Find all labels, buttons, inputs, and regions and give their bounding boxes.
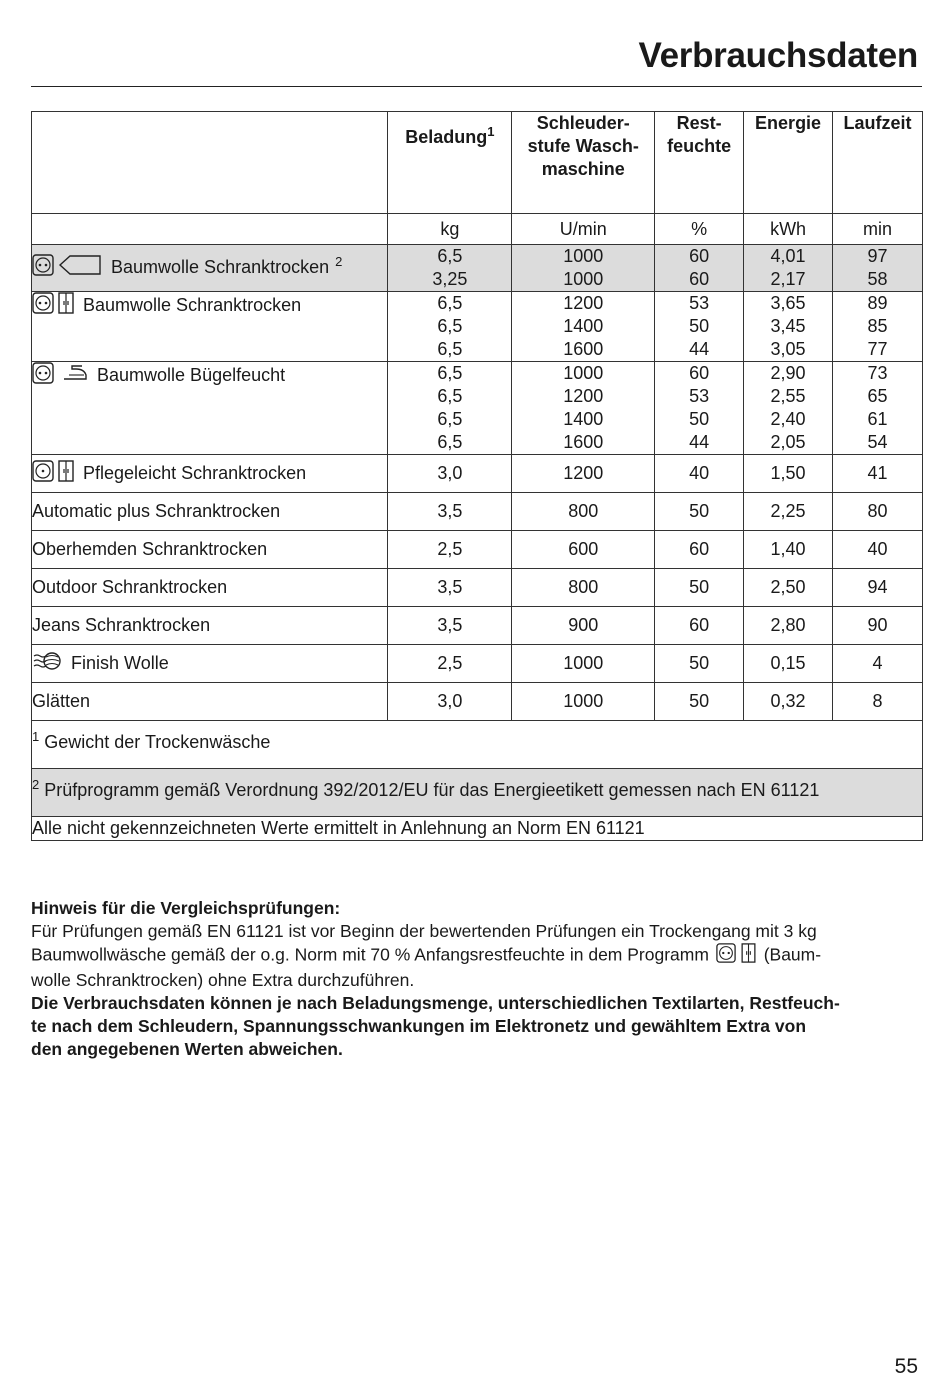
cell-beladung: 3,5 xyxy=(388,493,512,531)
program-name: Baumwolle Bügelfeucht xyxy=(97,364,286,385)
cell-beladung: 6,5 6,5 6,5 6,5 xyxy=(388,362,512,455)
cell-energie: 4,01 2,17 xyxy=(744,245,833,292)
program-cell xyxy=(32,455,388,493)
table-row xyxy=(32,292,923,362)
cell-laufzeit: 90 xyxy=(833,607,923,645)
cell-energie: 2,50 xyxy=(744,569,833,607)
cell-rest: 40 xyxy=(655,455,744,493)
iron-icon xyxy=(62,363,88,389)
table-row xyxy=(32,455,923,493)
unit-program xyxy=(32,214,388,245)
cell-laufzeit: 73 65 61 54 xyxy=(833,362,923,455)
program-cell xyxy=(32,292,388,362)
cell-energie: 2,80 xyxy=(744,607,833,645)
table-row xyxy=(32,245,923,292)
table-row xyxy=(32,569,923,607)
cell-beladung: 6,5 3,25 xyxy=(388,245,512,292)
cell-schleuder: 600 xyxy=(512,531,655,569)
cell-rest: 50 xyxy=(655,493,744,531)
cell-laufzeit: 94 xyxy=(833,569,923,607)
note-bold-3: den angegebenen Werten abweichen. xyxy=(31,1039,343,1059)
unit-energie: kWh xyxy=(744,214,833,245)
cell-rest: 60 53 50 44 xyxy=(655,362,744,455)
footnote-3: Alle nicht gekennzeichneten Werte ermittelt in Anlehnung an Norm EN 61121 xyxy=(32,817,923,841)
cell-beladung: 3,5 xyxy=(388,569,512,607)
note-heading: Hinweis für die Vergleichsprüfungen: xyxy=(31,898,341,918)
header-schleuder: Schleuder- stufe Wasch- maschine xyxy=(512,112,655,214)
cell-energie: 0,32 xyxy=(744,683,833,721)
cell-schleuder: 800 xyxy=(512,493,655,531)
cell-energie: 3,65 3,45 3,05 xyxy=(744,292,833,362)
program-name: Finish Wolle xyxy=(71,652,169,673)
program-name: Oberhemden Schranktrocken xyxy=(32,531,388,569)
cell-laufzeit: 8 xyxy=(833,683,923,721)
cell-energie: 2,25 xyxy=(744,493,833,531)
cell-laufzeit: 80 xyxy=(833,493,923,531)
title-rule xyxy=(31,86,922,87)
cell-schleuder: 1200 xyxy=(512,455,655,493)
note-bold-2: te nach dem Schleudern, Spannungsschwankungen im Elektronetz und gewähltem Extra von xyxy=(31,1016,807,1036)
program-name: Jeans Schranktrocken xyxy=(32,607,388,645)
cell-beladung: 3,5 xyxy=(388,607,512,645)
table-row xyxy=(32,645,923,683)
cell-energie: 0,15 xyxy=(744,645,833,683)
footnote-1: $^1$ Gewicht der Trockenwäsche xyxy=(32,721,923,769)
cell-beladung: 2,5 xyxy=(388,645,512,683)
cell-laufzeit: 41 xyxy=(833,455,923,493)
table-header-row xyxy=(32,112,923,214)
footnote-row xyxy=(32,769,923,817)
footnote-2: $^2$ Prüfprogramm gemäß Verordnung 392/2012/EU für das Energieetikett gemessen nach EN 61121 xyxy=(32,769,923,817)
unit-laufzeit: min xyxy=(833,214,923,245)
cell-beladung: 6,5 6,5 6,5 xyxy=(388,292,512,362)
cell-laufzeit: 4 xyxy=(833,645,923,683)
note-line-3: wolle Schranktrocken) ohne Extra durchzuführen. xyxy=(31,970,415,990)
header-energie: Energie xyxy=(744,112,833,214)
dot-circle-icon xyxy=(32,292,54,320)
cell-rest: 50 xyxy=(655,569,744,607)
program-name: Baumwolle Schranktrocken xyxy=(83,294,302,315)
cell-energie: 2,90 2,55 2,40 2,05 xyxy=(744,362,833,455)
program-cell xyxy=(32,645,388,683)
cell-rest: 60 xyxy=(655,531,744,569)
cell-rest: 60 xyxy=(655,607,744,645)
wardrobe-icon xyxy=(58,292,74,320)
header-program xyxy=(32,112,388,214)
note-line-2: Baumwollwäsche gemäß der o.g. Norm mit 70 % Anfangsrestfeuchte in dem Programm (Baum- xyxy=(31,943,923,969)
header-laufzeit: Laufzeit xyxy=(833,112,923,214)
footnote-row xyxy=(32,817,923,841)
cell-laufzeit: 89 85 77 xyxy=(833,292,923,362)
unit-rest: % xyxy=(655,214,744,245)
dot-circle-icon xyxy=(32,362,54,390)
program-cell: Baumwolle Schranktrocken $^2$ xyxy=(32,245,388,292)
table-units-row xyxy=(32,214,923,245)
note-line-1: Für Prüfungen gemäß EN 61121 ist vor Beginn der bewertenden Prüfungen ein Trockengang mit 3 kg xyxy=(31,921,817,941)
cell-laufzeit: 40 xyxy=(833,531,923,569)
header-restfeuchte: Rest- feuchte xyxy=(655,112,744,214)
table-row xyxy=(32,683,923,721)
program-name: Baumwolle Schranktrocken xyxy=(111,256,330,277)
consumption-table xyxy=(31,111,923,841)
program-cell xyxy=(32,362,388,455)
table-row xyxy=(32,493,923,531)
header-beladung: Beladung$^1$ xyxy=(388,112,512,214)
wool-icon xyxy=(32,651,62,677)
cell-schleuder: 1000 xyxy=(512,683,655,721)
footnote-row xyxy=(32,721,923,769)
cell-energie: 1,40 xyxy=(744,531,833,569)
cell-energie: 1,50 xyxy=(744,455,833,493)
dot-circle-icon xyxy=(716,943,736,969)
cell-rest: 53 50 44 xyxy=(655,292,744,362)
unit-schleuder: U/min xyxy=(512,214,655,245)
cell-schleuder: 1200 1400 1600 xyxy=(512,292,655,362)
cell-rest: 50 xyxy=(655,683,744,721)
cell-schleuder: 800 xyxy=(512,569,655,607)
cell-laufzeit: 97 58 xyxy=(833,245,923,292)
cell-rest: 50 xyxy=(655,645,744,683)
cell-beladung: 3,0 xyxy=(388,683,512,721)
wardrobe-icon xyxy=(741,943,756,969)
cell-beladung: 2,5 xyxy=(388,531,512,569)
eco-icon xyxy=(58,254,102,282)
note-bold-1: Die Verbrauchsdaten können je nach Beladungsmenge, unterschiedlichen Textilarten, Restfeuch- xyxy=(31,993,840,1013)
page-number: 55 xyxy=(894,1355,918,1378)
dot-circle-icon xyxy=(32,254,54,282)
table-row xyxy=(32,607,923,645)
program-name: Outdoor Schranktrocken xyxy=(32,569,388,607)
wardrobe-icon xyxy=(58,460,74,488)
page-title: Verbrauchsdaten xyxy=(638,36,918,75)
program-name: Pflegeleicht Schranktrocken xyxy=(83,462,307,483)
cell-rest: 60 60 xyxy=(655,245,744,292)
cell-schleuder: 1000 1200 1400 1600 xyxy=(512,362,655,455)
single-dot-circle-icon xyxy=(32,460,54,488)
table-row xyxy=(32,362,923,455)
cell-schleuder: 1000 1000 xyxy=(512,245,655,292)
table-row xyxy=(32,531,923,569)
cell-beladung: 3,0 xyxy=(388,455,512,493)
cell-schleuder: 900 xyxy=(512,607,655,645)
unit-beladung: kg xyxy=(388,214,512,245)
cell-schleuder: 1000 xyxy=(512,645,655,683)
comparison-note xyxy=(31,897,923,1061)
program-name: Automatic plus Schranktrocken xyxy=(32,493,388,531)
program-name: Glätten xyxy=(32,683,388,721)
